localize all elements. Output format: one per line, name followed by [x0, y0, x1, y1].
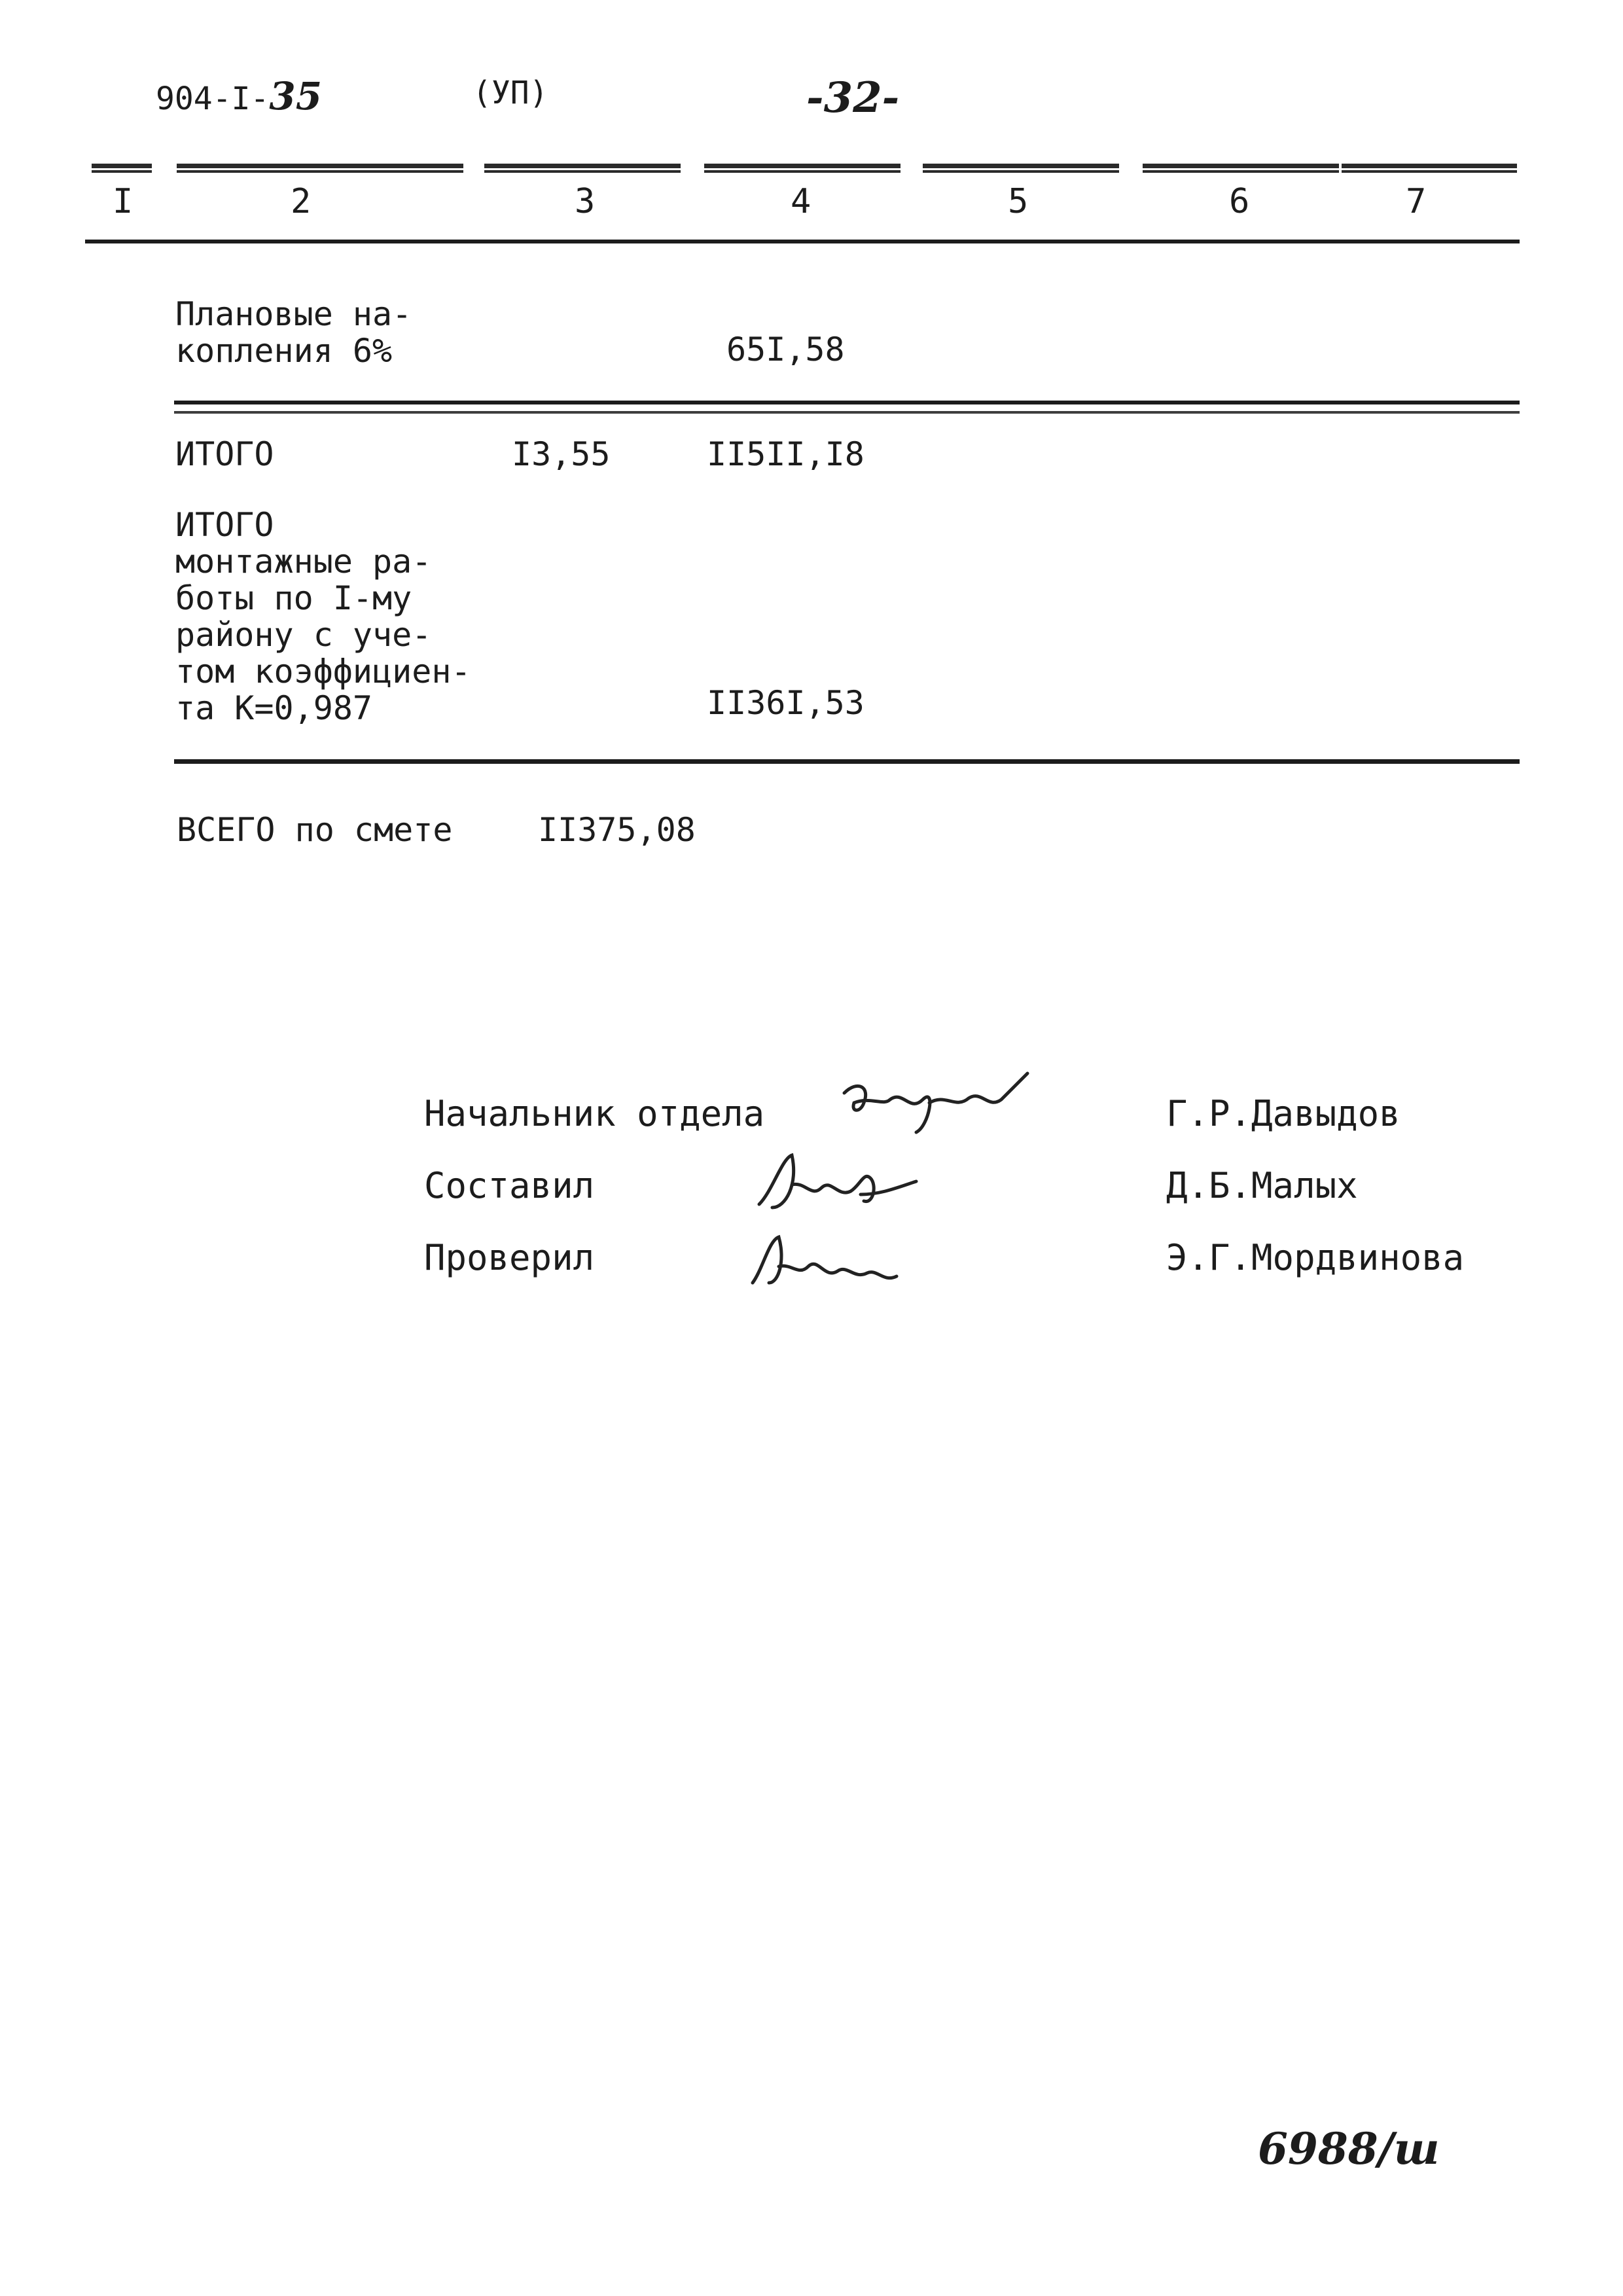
table-row-value: I3,55 [512, 435, 611, 473]
table-row-label: ИТОГО монтажные ра- боты по I-му району с уче- том коэффициен- та К=0,987 [175, 506, 471, 727]
table-row-label: Плановые на- копления 6% [175, 295, 412, 370]
table-row-value: II5II,I8 [707, 435, 865, 473]
row-divider [174, 411, 1520, 414]
signature-role: Начальник отдела [424, 1093, 765, 1134]
total-value: II375,08 [538, 811, 696, 849]
page-number: -32- [806, 73, 900, 122]
signature-scribble-checker [740, 1224, 910, 1296]
signature-name: Д.Б.Малых [1166, 1165, 1358, 1206]
total-label: ВСЕГО по смете [177, 811, 453, 849]
signature-scribble-compiler [746, 1145, 929, 1217]
signature-role: Составил [424, 1165, 595, 1206]
header-divider [85, 240, 1520, 243]
archive-stamp: 6988/ш [1258, 2123, 1440, 2174]
document-code [156, 74, 323, 118]
document-code-handwritten: 35 [269, 74, 323, 118]
signature-name: Г.Р.Давыдов [1166, 1093, 1400, 1134]
column-number: 7 [1406, 182, 1427, 221]
column-number: 4 [791, 182, 812, 221]
column-number: 3 [575, 182, 596, 221]
signature-role: Проверил [424, 1237, 595, 1278]
signature-scribble-head [831, 1067, 1041, 1139]
column-number: 5 [1008, 182, 1029, 221]
document-code-printed: 904-I- [156, 81, 270, 117]
table-row-value: II36I,53 [707, 684, 865, 722]
table-row-label: ИТОГО [175, 435, 274, 473]
signature-name: Э.Г.Мордвинова [1166, 1237, 1465, 1278]
row-divider [174, 401, 1520, 404]
column-number: 2 [291, 182, 312, 221]
column-number: 6 [1229, 182, 1250, 221]
table-row-value: 65I,58 [726, 331, 845, 368]
column-number: I [113, 182, 134, 221]
table-bottom-rule [174, 759, 1520, 764]
document-designation: (УП) [473, 75, 548, 111]
